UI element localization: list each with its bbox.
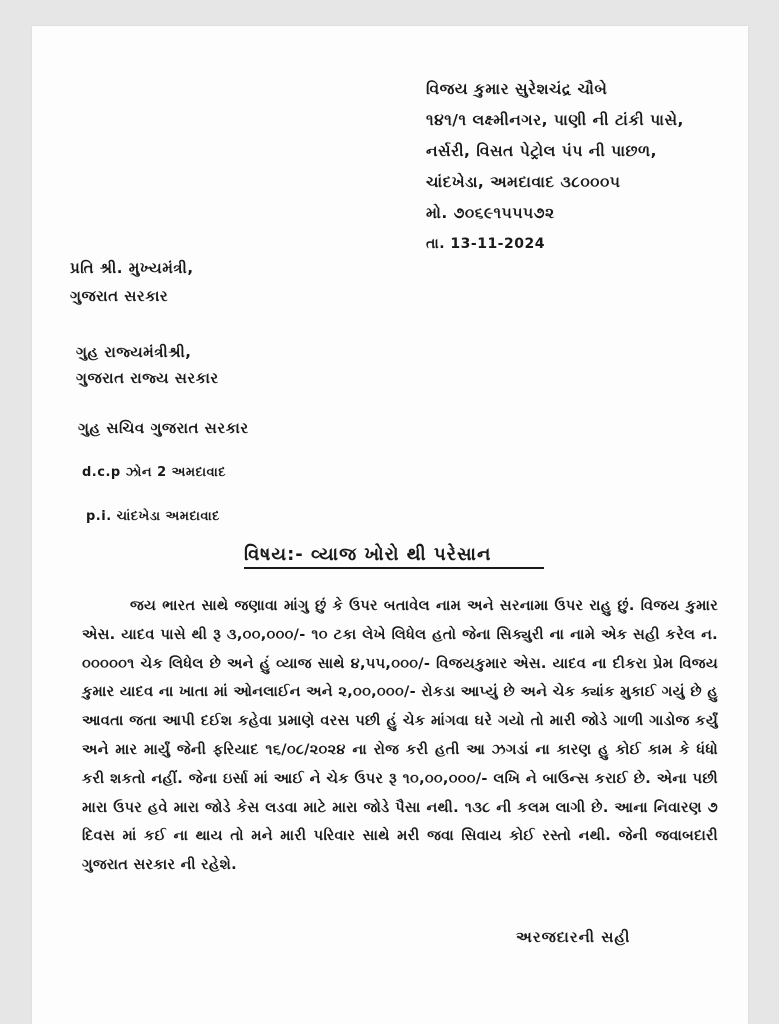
recipient-2-line-1: ગુહ રાજ્યમંત્રીશ્રી, bbox=[76, 343, 192, 361]
recipient-2-line-2: ગુજરાત રાજ્ય સરકાર bbox=[76, 369, 219, 387]
sender-name: વિજય કુમાર સુરેશચંદ્ર ચૌબે bbox=[426, 80, 608, 98]
recipient-1-line-1: પ્રતિ શ્રી. મુખ્યમંત્રી, bbox=[70, 259, 194, 277]
recipient-5: p.i. ચાંદખેડા અમદાવાદ bbox=[86, 509, 220, 524]
letter-body: જય ભારત સાથે જણાવા માંગુ છું કે ઉપર બતાવેલ નામ અને સરનામા ઉપર રાહુ છું. વિજય કુમાર એસ. યાદવ પાસે થી રૂ ૩,૦૦,૦૦૦/- ૧૦ ટકા લેખે લિધેલ હતો જેના સિક્યુરી ના નામે એક સહી કરેલ ન. ૦૦૦૦૦૧ ચેક લિધેલ છે અને હું વ્યાજ સાથે ૪,૫૫,૦૦૦/- વિજયકુમાર એસ. યાદવ ના દીકરા પ્રેમ વિજય કુમાર યાદવ ના ખાતા માં ઓનલાઈન અને ૨,૦૦,૦૦૦/- રોકડા આપ્યું છે અને ચેક ક્યાંક મુકાઈ ગયું છે હુ આવતા જતા આપી દઈશ કહેવા પ્રમાણે વરસ પછી હું ચેક માંગવા ઘરે ગયો તો મારી જોડે ગાળી ગાડોજ કર્યું અને માર માર્યું જેની ફરિયાદ ૧૬/૦૮/૨૦૨૪ ના રોજ કરી હતી આ ઝગડાં ના કારણ હુ કોઈ કામ કે ધંધો કરી શકતો નહીં. જેના ઇર્સા માં આઈ ને ચેક ઉપર રૂ ૧૦,૦૦,૦૦૦/- લખિ ને બાઉન્સ કરાઈ છે. એના પછી મારા ઉપર હવે મારા જોડે કેસ લડવા માટે મારા જોડે પૈસા નથી. ૧૩૮ ની કલમ લાગી છે. આના નિવારણ ૭ દિવસ માં કઈ ના થાય તો મને મારી પરિવાર સાથે મરી જવા સિવાય કોઈ રસ્તો નથી. જેની જવાબદારી ગુજરાત સરકાર ની રહેશે. bbox=[82, 598, 718, 874]
recipient-4: d.c.p ઝોન 2 અમદાવાદ bbox=[82, 465, 227, 480]
sender-address-line-2: નર્સરી, વિસત પેટ્રોલ પંપ ની પાછળ, bbox=[426, 142, 657, 160]
applicant-signature: અરજદારની સહી bbox=[516, 928, 631, 946]
letter-page bbox=[32, 26, 748, 1024]
letter-date: તા. 13-11-2024 bbox=[426, 236, 545, 252]
sender-block bbox=[426, 74, 726, 260]
sender-address-line-1: ૧૪૧/૧ લક્ષ્મીનગર, પાણી ની ટાંકી પાસે, bbox=[426, 111, 684, 129]
sender-address-line-3: ચાંદખેડા, અમદાવાદ ૩૮૦૦૦૫ bbox=[426, 173, 621, 191]
recipient-3: ગુહ સચિવ ગુજરાત સરકાર bbox=[78, 419, 249, 437]
recipient-1-line-2: ગુજરાત સરકાર bbox=[70, 287, 169, 305]
subject-heading: વિષય:- વ્યાજ ખોરો થી પરેસાન bbox=[244, 544, 544, 569]
sender-mobile: મો. ૭૦૬૯૧૫૫૫૭૨ bbox=[426, 204, 555, 222]
